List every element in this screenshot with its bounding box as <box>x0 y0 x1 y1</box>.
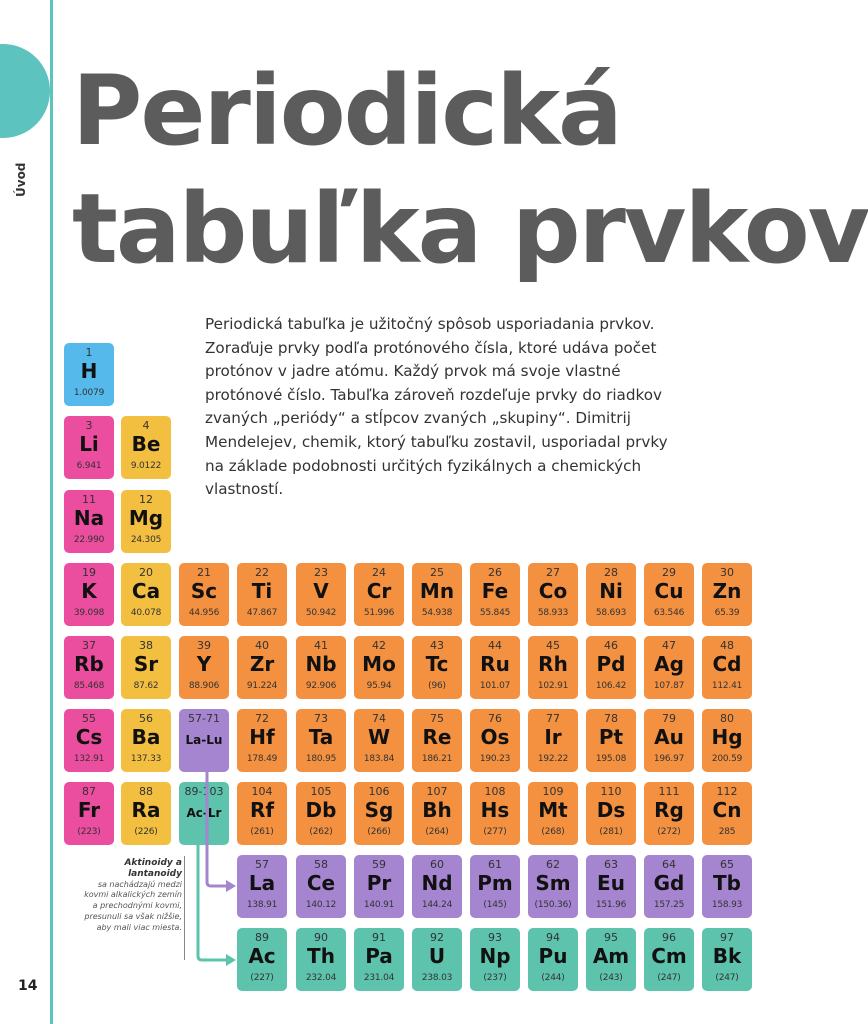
element-tile-rg <box>644 782 694 845</box>
element-symbol: Sm <box>535 871 571 895</box>
atomic-number: 88 <box>139 785 153 798</box>
element-symbol: Bh <box>422 798 452 822</box>
atomic-mass: 91.224 <box>246 681 278 691</box>
atomic-mass: (145) <box>483 900 507 910</box>
atomic-number: 112 <box>716 785 738 798</box>
atomic-number: 89-103 <box>184 785 224 798</box>
atomic-number: 106 <box>368 785 390 798</box>
element-tile-be <box>121 416 171 479</box>
atomic-mass: (262) <box>309 827 333 837</box>
atomic-number: 3 <box>85 419 93 432</box>
element-tile-w <box>354 709 404 772</box>
element-symbol: Fr <box>77 798 101 822</box>
atomic-mass: 63.546 <box>653 608 685 618</box>
atomic-number: 29 <box>662 566 676 579</box>
element-symbol: Rf <box>249 798 275 822</box>
atomic-mass: 88.906 <box>188 681 220 691</box>
atomic-number: 30 <box>720 566 734 579</box>
element-symbol: Mn <box>419 579 455 603</box>
element-symbol: Pd <box>596 652 626 676</box>
atomic-mass: (281) <box>599 827 623 837</box>
element-symbol: Mg <box>128 506 164 530</box>
atomic-number: 96 <box>662 931 676 944</box>
atomic-number: 26 <box>488 566 502 579</box>
element-tile-bk <box>702 928 752 991</box>
atomic-number: 73 <box>314 712 328 725</box>
element-symbol: Db <box>305 798 337 822</box>
element-tile-cu <box>644 563 694 626</box>
element-tile-ir <box>528 709 578 772</box>
atomic-mass: 183.84 <box>363 754 395 764</box>
atomic-number: 48 <box>720 639 734 652</box>
element-tile-ba <box>121 709 171 772</box>
atomic-number: 72 <box>255 712 269 725</box>
element-tile-tb <box>702 855 752 918</box>
atomic-mass: 180.95 <box>305 754 337 764</box>
element-tile-zn <box>702 563 752 626</box>
element-tile-rb <box>64 636 114 699</box>
atomic-mass: (272) <box>657 827 681 837</box>
element-tile-pr <box>354 855 404 918</box>
atomic-number: 28 <box>604 566 618 579</box>
atomic-mass: (96) <box>428 681 446 691</box>
element-tile-nb <box>296 636 346 699</box>
atomic-number: 105 <box>310 785 332 798</box>
atomic-mass: (226) <box>134 827 158 837</box>
element-symbol: Mt <box>538 798 568 822</box>
element-symbol: Fe <box>481 579 509 603</box>
atomic-mass: (247) <box>715 973 739 983</box>
atomic-mass: (261) <box>250 827 274 837</box>
atomic-mass: (237) <box>483 973 507 983</box>
atomic-number: 78 <box>604 712 618 725</box>
atomic-number: 43 <box>430 639 444 652</box>
element-symbol: Co <box>538 579 568 603</box>
element-tile-np <box>470 928 520 991</box>
atomic-mass: (247) <box>657 973 681 983</box>
element-symbol: Cn <box>712 798 742 822</box>
note-text: sa nachádzajú medzi kovmi alkalických zemín a prechodnými kovmi, presunuli sa však nižšie, aby mali viac miesta. <box>84 879 182 932</box>
atomic-number: 87 <box>82 785 96 798</box>
element-tile-pt <box>586 709 636 772</box>
atomic-number: 44 <box>488 639 502 652</box>
atomic-mass: 50.942 <box>305 608 337 618</box>
element-symbol: V <box>313 579 329 603</box>
title-line-2: tabuľka prvkov <box>72 173 868 285</box>
atomic-mass: 65.39 <box>714 608 740 618</box>
element-symbol: Np <box>479 944 511 968</box>
element-symbol: H <box>80 359 98 383</box>
atomic-mass: 87.62 <box>133 681 159 691</box>
atomic-number: 45 <box>546 639 560 652</box>
element-tile-pd <box>586 636 636 699</box>
atomic-number: 11 <box>82 493 96 506</box>
atomic-mass: 200.59 <box>711 754 743 764</box>
atomic-number: 25 <box>430 566 444 579</box>
element-tile-hf <box>237 709 287 772</box>
element-symbol: Pm <box>477 871 513 895</box>
element-tile-mo <box>354 636 404 699</box>
margin-line <box>50 0 53 1024</box>
atomic-mass: 151.96 <box>595 900 627 910</box>
element-tile-cm <box>644 928 694 991</box>
atomic-number: 104 <box>251 785 273 798</box>
element-symbol: Bk <box>712 944 742 968</box>
element-symbol: W <box>367 725 391 749</box>
atomic-mass: 102.91 <box>537 681 569 691</box>
element-symbol: Gd <box>653 871 685 895</box>
element-tile-sr <box>121 636 171 699</box>
atomic-mass: (268) <box>541 827 565 837</box>
element-symbol: Pa <box>365 944 393 968</box>
element-tile-ni <box>586 563 636 626</box>
atomic-mass: 140.91 <box>363 900 395 910</box>
element-tile-re <box>412 709 462 772</box>
atomic-mass: (150.36) <box>534 900 572 910</box>
atomic-number: 109 <box>542 785 564 798</box>
atomic-number: 24 <box>372 566 386 579</box>
element-tile-eu <box>586 855 636 918</box>
atomic-number: 89 <box>255 931 269 944</box>
atomic-mass: (244) <box>541 973 565 983</box>
atomic-mass: 55.845 <box>479 608 511 618</box>
element-tile-mg <box>121 490 171 553</box>
atomic-mass: 232.04 <box>305 973 337 983</box>
atomic-number: 57 <box>255 858 269 871</box>
element-symbol: Rg <box>654 798 684 822</box>
atomic-mass: 58.933 <box>537 608 569 618</box>
atomic-number: 39 <box>197 639 211 652</box>
atomic-mass: (266) <box>367 827 391 837</box>
intro-paragraph: Periodická tabuľka je užitočný spôsob usporiadania prvkov. Zoraďuje prvky podľa protónového čísla, ktoré udáva počet protónov v jadre atómu. Každý prvok má svoje vlastné protónové číslo. Tabuľka zároveň rozdeľuje prvky do riadkov zvaných „periódy“ a stĺpcov zvaných „skupiny“. Dimitrij Mendelejev, chemik, ktorý tabuľku zostavil, usporiadal prvky na základe podobnosti určitých fyzikálnych a chemických vlastností. <box>205 315 668 499</box>
element-symbol: Pr <box>366 871 392 895</box>
element-symbol: Ce <box>306 871 336 895</box>
element-symbol: La <box>248 871 276 895</box>
element-symbol: Eu <box>597 871 625 895</box>
atomic-number: 1 <box>85 346 93 359</box>
atomic-mass: 58.693 <box>595 608 627 618</box>
element-tile-na <box>64 490 114 553</box>
element-symbol: Ca <box>131 579 161 603</box>
element-symbol: Hs <box>480 798 510 822</box>
element-tile-ce <box>296 855 346 918</box>
note-title: Aktinoidy a lantanoidy <box>124 858 182 879</box>
atomic-mass: 106.42 <box>595 681 627 691</box>
atomic-number: 42 <box>372 639 386 652</box>
element-tile-sc <box>179 563 229 626</box>
element-symbol: Ta <box>308 725 334 749</box>
element-tile-cs <box>64 709 114 772</box>
element-symbol: Ba <box>131 725 161 749</box>
atomic-mass: 178.49 <box>246 754 278 764</box>
element-tile-zr <box>237 636 287 699</box>
atomic-mass: 192.22 <box>537 754 569 764</box>
atomic-number: 64 <box>662 858 676 871</box>
atomic-number: 56 <box>139 712 153 725</box>
element-symbol: Zr <box>249 652 275 676</box>
atomic-mass: (277) <box>483 827 507 837</box>
atomic-number: 75 <box>430 712 444 725</box>
element-tile-la <box>237 855 287 918</box>
element-symbol: La-Lu <box>185 733 223 747</box>
atomic-number: 55 <box>82 712 96 725</box>
atomic-number: 40 <box>255 639 269 652</box>
element-symbol: Ag <box>654 652 684 676</box>
atomic-mass: 137.33 <box>130 754 162 764</box>
element-symbol: Cr <box>366 579 392 603</box>
atomic-mass: 101.07 <box>479 681 511 691</box>
atomic-mass: 190.23 <box>479 754 511 764</box>
element-tile-ca <box>121 563 171 626</box>
atomic-mass: 186.21 <box>421 754 453 764</box>
element-tile-ti <box>237 563 287 626</box>
element-tile-ra <box>121 782 171 845</box>
title-line-1: Periodická <box>72 55 621 167</box>
element-symbol: Ni <box>599 579 623 603</box>
atomic-number: 76 <box>488 712 502 725</box>
section-tab-marker <box>0 44 50 138</box>
atomic-number: 90 <box>314 931 328 944</box>
element-symbol: Au <box>654 725 684 749</box>
element-symbol: Ac <box>248 944 276 968</box>
element-symbol: Ac-Lr <box>186 806 222 820</box>
element-tile-rf <box>237 782 287 845</box>
atomic-number: 41 <box>314 639 328 652</box>
atomic-number: 77 <box>546 712 560 725</box>
element-tile-gd <box>644 855 694 918</box>
element-tile-sm <box>528 855 578 918</box>
atomic-mass: 51.996 <box>363 608 395 618</box>
element-symbol: Cd <box>712 652 742 676</box>
element-symbol: Cs <box>75 725 103 749</box>
element-tile-v <box>296 563 346 626</box>
atomic-mass: 285 <box>718 827 736 837</box>
element-tile-fr <box>64 782 114 845</box>
atomic-number: 97 <box>720 931 734 944</box>
element-symbol: Ra <box>131 798 161 822</box>
element-tile-tc <box>412 636 462 699</box>
atomic-number: 27 <box>546 566 560 579</box>
atomic-number: 94 <box>546 931 560 944</box>
element-tile-nd <box>412 855 462 918</box>
element-symbol: Cu <box>654 579 684 603</box>
atomic-number: 20 <box>139 566 153 579</box>
element-tile-fe <box>470 563 520 626</box>
element-symbol: Nb <box>305 652 337 676</box>
atomic-number: 79 <box>662 712 676 725</box>
atomic-mass: (264) <box>425 827 449 837</box>
atomic-mass: 238.03 <box>421 973 453 983</box>
atomic-mass: 85.468 <box>73 681 105 691</box>
element-tile-pu <box>528 928 578 991</box>
atomic-number: 58 <box>314 858 328 871</box>
element-symbol: Sr <box>133 652 159 676</box>
atomic-mass: 24.305 <box>130 535 162 545</box>
element-tile-am <box>586 928 636 991</box>
atomic-number: 61 <box>488 858 502 871</box>
atomic-mass: 132.91 <box>73 754 105 764</box>
element-tile-th <box>296 928 346 991</box>
element-tile-mn <box>412 563 462 626</box>
element-tile-sg <box>354 782 404 845</box>
actinide-arrow <box>198 841 236 966</box>
atomic-mass: 1.0079 <box>73 388 105 398</box>
element-symbol: Zn <box>712 579 742 603</box>
atomic-number: 47 <box>662 639 676 652</box>
element-tile-au <box>644 709 694 772</box>
element-tile-u <box>412 928 462 991</box>
element-symbol: Nd <box>421 871 453 895</box>
element-symbol: Sg <box>364 798 394 822</box>
atomic-number: 110 <box>600 785 622 798</box>
atomic-number: 19 <box>82 566 96 579</box>
element-symbol: Y <box>196 652 212 676</box>
atomic-mass: 157.25 <box>653 900 685 910</box>
element-tile-h <box>64 343 114 406</box>
element-tile-la-lu <box>179 709 229 772</box>
atomic-number: 59 <box>372 858 386 871</box>
atomic-number: 63 <box>604 858 618 871</box>
atomic-number: 21 <box>197 566 211 579</box>
element-tile-mt <box>528 782 578 845</box>
element-tile-co <box>528 563 578 626</box>
atomic-number: 62 <box>546 858 560 871</box>
atomic-mass: 231.04 <box>363 973 395 983</box>
element-symbol: Pt <box>598 725 624 749</box>
element-symbol: Na <box>73 506 105 530</box>
atomic-mass: 196.97 <box>653 754 685 764</box>
atomic-number: 38 <box>139 639 153 652</box>
atomic-number: 37 <box>82 639 96 652</box>
atomic-number: 4 <box>142 419 150 432</box>
element-symbol: Mo <box>362 652 396 676</box>
element-tile-k <box>64 563 114 626</box>
atomic-number: 92 <box>430 931 444 944</box>
element-symbol: K <box>81 579 97 603</box>
atomic-mass: 92.906 <box>305 681 337 691</box>
atomic-mass: 158.93 <box>711 900 743 910</box>
atomic-mass: (227) <box>250 973 274 983</box>
atomic-number: 57-71 <box>188 712 220 725</box>
atomic-mass: 22.990 <box>73 535 105 545</box>
atomic-number: 22 <box>255 566 269 579</box>
element-symbol: Hf <box>249 725 275 749</box>
element-tile-rh <box>528 636 578 699</box>
atomic-number: 91 <box>372 931 386 944</box>
element-symbol: Rh <box>538 652 568 676</box>
element-symbol: Am <box>592 944 630 968</box>
element-symbol: Os <box>480 725 510 749</box>
atomic-mass: 107.87 <box>653 681 685 691</box>
element-symbol: U <box>428 944 446 968</box>
atomic-mass: 47.867 <box>246 608 278 618</box>
element-tile-cd <box>702 636 752 699</box>
atomic-number: 74 <box>372 712 386 725</box>
atomic-mass: 112.41 <box>711 681 743 691</box>
element-symbol: Tc <box>425 652 449 676</box>
atomic-number: 93 <box>488 931 502 944</box>
atomic-mass: 140.12 <box>305 900 337 910</box>
atomic-mass: 44.956 <box>188 608 220 618</box>
atomic-number: 107 <box>426 785 448 798</box>
atomic-number: 60 <box>430 858 444 871</box>
atomic-mass: 54.938 <box>421 608 453 618</box>
element-tile-pa <box>354 928 404 991</box>
atomic-number: 108 <box>484 785 506 798</box>
element-symbol: Cm <box>651 944 687 968</box>
element-symbol: Ir <box>544 725 562 749</box>
element-symbol: Th <box>307 944 335 968</box>
element-tile-li <box>64 416 114 479</box>
element-symbol: Ru <box>480 652 510 676</box>
element-tile-cr <box>354 563 404 626</box>
element-tile-ds <box>586 782 636 845</box>
element-symbol: Pu <box>538 944 568 968</box>
note-divider <box>184 856 185 960</box>
element-symbol: Re <box>422 725 452 749</box>
atomic-number: 46 <box>604 639 618 652</box>
element-symbol: Sc <box>190 579 218 603</box>
atomic-mass: (223) <box>77 827 101 837</box>
element-tile-ta <box>296 709 346 772</box>
element-tile-os <box>470 709 520 772</box>
atomic-number: 65 <box>720 858 734 871</box>
element-tile-db <box>296 782 346 845</box>
atomic-number: 12 <box>139 493 153 506</box>
element-tile-ac <box>237 928 287 991</box>
atomic-number: 80 <box>720 712 734 725</box>
element-tile-y <box>179 636 229 699</box>
element-tile-hg <box>702 709 752 772</box>
atomic-mass: 39.098 <box>73 608 105 618</box>
section-label: Úvod <box>14 162 28 198</box>
element-tile-bh <box>412 782 462 845</box>
element-tile-pm <box>470 855 520 918</box>
atomic-mass: 138.91 <box>246 900 278 910</box>
element-tile-hs <box>470 782 520 845</box>
element-symbol: Hg <box>711 725 743 749</box>
atomic-number: 111 <box>658 785 680 798</box>
atomic-mass: 6.941 <box>76 461 102 471</box>
element-tile-cn <box>702 782 752 845</box>
atomic-mass: (243) <box>599 973 623 983</box>
element-symbol: Rb <box>74 652 104 676</box>
atomic-number: 95 <box>604 931 618 944</box>
atomic-mass: 95.94 <box>366 681 392 691</box>
element-tile-ru <box>470 636 520 699</box>
element-symbol: Li <box>79 432 99 456</box>
atomic-mass: 144.24 <box>421 900 453 910</box>
page-title <box>72 52 868 288</box>
atomic-mass: 9.0122 <box>130 461 162 471</box>
element-symbol: Ti <box>251 579 273 603</box>
page-number: 14 <box>18 978 38 994</box>
atomic-number: 23 <box>314 566 328 579</box>
element-symbol: Be <box>131 432 161 456</box>
atomic-mass: 40.078 <box>130 608 162 618</box>
side-note <box>78 858 182 934</box>
atomic-mass: 195.08 <box>595 754 627 764</box>
element-tile-ag <box>644 636 694 699</box>
element-symbol: Ds <box>596 798 626 822</box>
element-tile-ac-lr <box>179 782 229 845</box>
element-symbol: Tb <box>713 871 741 895</box>
